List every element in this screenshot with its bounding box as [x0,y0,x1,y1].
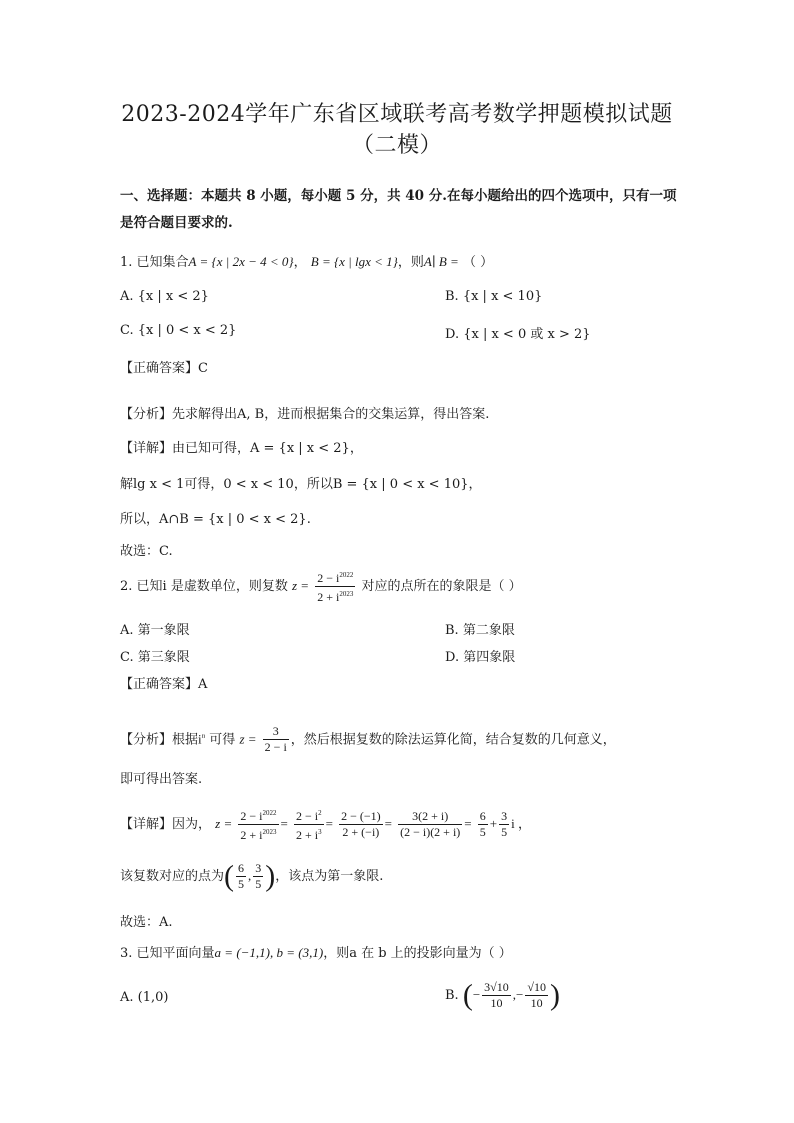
q3-minus: − [472,987,481,1002]
q2-analysis-z: z = [239,731,257,747]
q1-option-c: C. {x | 0 < x < 2} [120,323,237,338]
q3-option-b: B. (− $\frac{3√10}{10}$ ,− $\frac{√10}{10}$ ) [445,978,560,1012]
q2-eq-3: = [384,816,392,831]
q1-analysis: 【分析】先求解得出A, B，进而根据集合的交集运算，得出答案. [120,407,490,422]
q2-z: z = [291,578,310,593]
q3-stem [120,942,512,961]
q3-b-frac-1 [482,980,511,1011]
q2-detail [120,806,531,843]
q2-f3-num: 2 − (−1) [341,809,381,823]
q3-prefix: 3. 已知平面向量 [120,946,215,961]
q2-detail-frac-4 [398,809,462,840]
q3-option-b-label: B. [445,988,459,1003]
q3-projection: a 在 b 上的投影向量为（ ） [349,946,512,961]
q2-f1-num: 2 − i [240,809,263,823]
q2-analysis-2: 即可得出答案. [120,772,203,787]
q3-mid: ，则 [323,946,350,961]
q1-option-d: D. {x | x < 0 或 x > 2} [445,327,591,342]
q2-f6-num: 3 [501,809,508,823]
q1-option-b: B. {x | x < 10} [445,289,543,304]
q1-option-a: A. {x | x < 2} [120,289,209,304]
q2-point-x [236,861,246,892]
q1-sep: ， [293,255,307,270]
q2-point-x-den: 5 [238,877,245,891]
q2-detail-frac-5 [478,809,488,840]
q2-detail-z: z = [215,816,233,831]
q2-f5-num: 6 [479,809,486,823]
q2-point-prefix: 该复数对应的点为 [120,869,225,884]
q1-set-b: B = {x | lgx < 1} [310,254,398,269]
q2-option-b: B. 第二象限 [445,623,515,638]
q2-option-c: C. 第三象限 [120,650,190,665]
q2-f1-den-exp: 2023 [262,828,277,836]
q2-option-a: A. 第一象限 [120,623,190,638]
q2-f2-den-exp: 3 [318,828,322,836]
q1-detail-3: 所以，A∩B = {x | 0 < x < 2}. [120,512,311,527]
q2-suffix: 对应的点所在的象限是（ ） [361,579,522,594]
q3-b-den-2: 10 [530,996,543,1010]
q2-detail-frac-2 [294,806,324,843]
q3-b-den-1: 10 [490,996,503,1010]
q1-paren: （ ） [462,255,494,270]
q3-b-num-1: 3√10 [484,980,509,994]
q2-f4-den: (2 − i)(2 + i) [400,825,461,839]
q3-vectors: a = (−1,1), b = (3,1) [214,945,324,960]
q2-analysis [120,720,616,756]
q2-prefix: 2. 已知i 是虚数单位，则复数 [120,579,288,594]
q2-stem [120,568,522,605]
q1-conclusion: 故选：C. [120,544,173,559]
q1-ask-prefix: ，则 [397,255,424,270]
q2-detail-tail: i ， [511,816,531,831]
q2-analysis-prefix: 【分析】根据 [120,732,199,748]
q2-eq-2: = [325,816,333,831]
q2-analysis-fraction [263,724,289,755]
doc-title: 2023-2024学年广东省区域联考高考数学押题模拟试题 [121,102,673,127]
q2-analysis-n: n [201,732,206,740]
q2-detail-frac-6 [499,809,509,840]
q1-ask: A∣ B = [423,254,459,269]
q2-point: 该复数对应的点为( $\frac{6}{5}$ , $\frac{3}{5}$ )，该点为第一象限. [120,859,384,893]
q2-eq-4: = [464,816,472,831]
q2-point-y-den: 5 [255,877,262,891]
q2-analysis-i: i [198,731,202,747]
q2-plus: + [489,816,498,831]
q2-den: 2 + i [317,590,340,604]
q2-conclusion: 故选：A. [120,915,173,930]
q3-option-a: A. (1,0) [120,990,169,1005]
q1-set-a: A = {x | 2x − 4 < 0} [188,254,294,269]
q2-f6-den: 5 [501,825,508,839]
q3-b-frac-2 [525,980,548,1011]
q2-f3-den: 2 + (−i) [342,825,380,839]
q2-f5-den: 5 [479,825,486,839]
q2-point-y-num: 3 [255,861,262,875]
q2-analysis-frac-den: 2 − i [264,740,287,755]
q1-prefix: 1. 已知集合 [120,255,189,270]
q2-analysis-suffix: ，然后根据复数的除法运算化简，结合复数的几何意义， [290,732,616,748]
q2-f4-num: 3(2 + i) [398,809,462,825]
q2-point-comma: , [248,868,252,883]
q2-analysis-mid: 可得 [209,732,236,748]
q2-num: 2 − i [317,571,340,585]
q2-eq-1: = [280,816,288,831]
q2-analysis-frac-num: 3 [263,724,289,740]
q2-num-exp: 2022 [339,571,354,579]
q2-detail-prefix: 【详解】因为， [120,817,212,832]
q2-detail-frac-3 [339,809,383,840]
q2-answer: 【正确答案】A [120,677,208,692]
q2-f1-den: 2 + i [240,828,263,842]
q2-f1-num-exp: 2022 [262,809,277,817]
doc-subtitle: （二模） [351,133,442,158]
q1-detail-2: 解lg x < 1可得，0 < x < 10，所以B = {x | 0 < x < 10}， [120,477,482,492]
q2-fraction [315,568,355,605]
q2-f2-num-exp: 2 [318,809,322,817]
q2-point-x-num: 6 [238,861,245,875]
q3-b-comma: ,− [512,987,524,1002]
q3-b-num-2: √10 [527,980,546,994]
q2-point-suffix: ，该点为第一象限. [275,869,384,884]
q1-detail-1: 【详解】由已知可得，A = {x | x < 2}， [120,441,363,456]
q2-option-d: D. 第四象限 [445,650,516,665]
q2-point-y [253,861,263,892]
q1-answer: 【正确答案】C [120,361,208,376]
q2-f2-num: 2 − i [295,809,319,823]
q2-detail-frac-1 [238,806,278,843]
section-heading: 一、选择题：本题共 8 小题，每小题 5 分，共 40 分.在每小题给出的四个选项中，只有一项是符合题目要求的. [120,188,677,231]
q2-f2-den: 2 + i [295,828,319,842]
q2-den-exp: 2023 [339,590,354,598]
q1-stem [120,251,493,270]
